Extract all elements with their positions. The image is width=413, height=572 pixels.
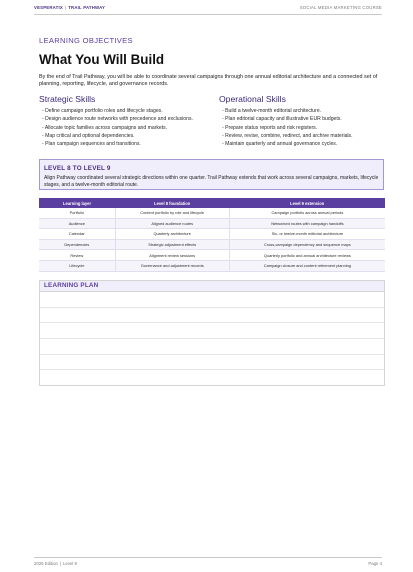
table-cell: Quarterly portfolio and annual architecture reviews (229, 250, 385, 261)
brand-name: VESPERATIX (34, 5, 63, 10)
page-footer (34, 557, 382, 568)
table-row (39, 208, 385, 218)
footer-separator: | (59, 561, 62, 566)
list-item: - Design audience route networks with precedence and exclusions. (42, 116, 193, 123)
page-number: Page 4 (368, 561, 382, 566)
plan-blank-line (40, 339, 384, 355)
table-cell: Content portfolio by role and lifecycle (115, 208, 229, 218)
callout-title: LEVEL 8 TO LEVEL 9 (44, 165, 111, 172)
intro-paragraph: By the end of Trail Pathway, you will be able to coordinate several campaigns through one annual editorial architecture and a connected set of planning, reporting, lifecycle, and governance records. (39, 74, 378, 87)
learning-plan-box (39, 280, 385, 386)
column-header: Level 8 foundation (115, 198, 229, 208)
table-cell: Aligned audience routes (115, 218, 229, 229)
list-item: - Build a twelve-month editorial architecture. (222, 108, 322, 114)
table-cell: Strategic adjustment effects (115, 239, 229, 250)
list-item: - Allocate topic families across campaigns and markets. (42, 124, 168, 131)
table-row (39, 239, 385, 250)
course-name: SOCIAL MEDIA MARKETING COURSE (299, 5, 382, 10)
table-cell: Campaign portfolio across annual periods (229, 208, 385, 218)
header-separator: | (64, 5, 67, 10)
list-item: - Plan editorial capacity and illustrative EUR budgets. (222, 116, 342, 123)
callout-body: Align Pathway coordinated several strategic directions within one quarter. Trail Pathway extends that work across several campaigns, markets, lifecycle stages, and a twelve-month editorial route. (44, 175, 379, 188)
list-item: - Prepare status reports and risk registers. (222, 124, 318, 131)
operational-skills-list (219, 108, 389, 148)
list-item: - Review, revise, combine, redirect, and archive materials. (222, 132, 353, 139)
list-item: - Map critical and optional dependencies. (42, 132, 135, 139)
table-cell: Networked routes with campaign handoffs (229, 218, 385, 229)
page-title: What You Will Build (39, 52, 165, 67)
pathway-name: TRAIL PATHWAY (68, 5, 106, 10)
table-cell: Six- or twelve-month editorial architecture (229, 229, 385, 240)
section-eyebrow: LEARNING OBJECTIVES (39, 36, 133, 45)
table-header-row (39, 198, 385, 208)
edition-label: 2026 Edition (34, 561, 58, 566)
table-row (39, 229, 385, 240)
plan-blank-line (40, 292, 384, 308)
table-cell: Portfolio (39, 208, 115, 218)
table-row (39, 218, 385, 229)
list-item: - Define campaign portfolio roles and lifecycle stages. (42, 108, 163, 114)
table-cell: Audience (39, 218, 115, 229)
column-header: Level 9 extension (229, 198, 385, 208)
strategic-skills-list (39, 108, 209, 148)
table-cell: Cross-campaign dependency and sequence maps (229, 239, 385, 250)
strategic-skills-heading: Strategic Skills (39, 94, 96, 104)
level-callout-box (39, 159, 384, 190)
operational-skills-column (219, 94, 389, 149)
table-cell: Quarterly architecture (115, 229, 229, 240)
table-row (39, 250, 385, 261)
strategic-skills-column (39, 94, 209, 149)
table-cell: Lifecycle (39, 260, 115, 271)
list-item: - Plan campaign sequences and transitions. (42, 141, 141, 148)
list-item: - Maintain quarterly and annual governance cycles. (222, 141, 338, 148)
operational-skills-heading: Operational Skills (219, 94, 286, 104)
header-brand-group (34, 5, 105, 10)
table-cell: Calendar (39, 229, 115, 240)
plan-blank-line (40, 323, 384, 339)
table-cell: Review (39, 250, 115, 261)
footer-edition-group (34, 561, 77, 566)
table-row (39, 260, 385, 271)
page-header (34, 5, 382, 15)
table-cell: Dependencies (39, 239, 115, 250)
plan-blank-line (40, 370, 384, 386)
table-cell: Governance and adjustment records (115, 260, 229, 271)
level-label: Level 9 (63, 561, 77, 566)
learning-plan-heading: LEARNING PLAN (40, 281, 384, 292)
table-cell: Campaign closure and content retirement planning (229, 260, 385, 271)
column-header: Learning layer (39, 198, 115, 208)
plan-blank-line (40, 355, 384, 371)
level-comparison-table (39, 198, 385, 272)
table-cell: Alignment review sessions (115, 250, 229, 261)
plan-blank-line (40, 308, 384, 324)
